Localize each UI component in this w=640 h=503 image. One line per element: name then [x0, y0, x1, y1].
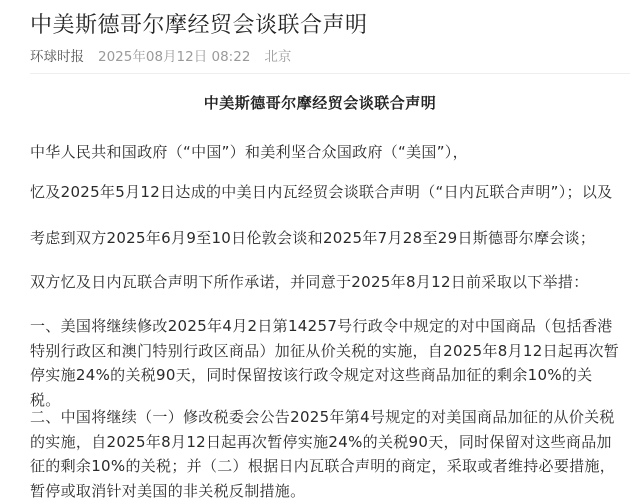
article-title: 中美斯德哥尔摩经贸会谈联合声明 [30, 13, 368, 38]
statement-paragraph: 忆及2025年5月12日达成的中美日内瓦经贸会谈联合声明（“日内瓦联合声明”）；以及 [30, 183, 613, 201]
header-divider [30, 73, 630, 74]
statement-paragraph: 中华人民共和国政府（“中国”）和美利坚合众国政府（“美国”）， [30, 143, 468, 161]
statement-paragraph: 考虑到双方2025年6月9至10日伦敦会谈和2025年7月28至29日斯德哥尔摩会谈； [30, 229, 596, 247]
article-source[interactable]: 环球时报 [30, 49, 84, 65]
article-location: 北京 [264, 49, 292, 65]
statement-paragraph: 一、美国将继续修改2025年4月2日第14257号行政令中规定的对中国商品（包括香港特别行政区和澳门特别行政区商品）加征从价关税的实施，自2025年8月12日起再次暂停实施24%的关税90天，同时保留按该行政令规定对这些商品加征的剩余10%的关税。 [30, 317, 620, 409]
article-meta [30, 47, 291, 67]
statement-paragraph: 二、中国将继续（一）修改税委会公告2025年第4号规定的对美国商品加征的从价关税的实施，自2025年8月12日起再次暂停实施24%的关税90天，同时保留对这些商品加征的剩余10%的关税；并（二）根据日内瓦联合声明的商定，采取或者维持必要措施，暂停或取消针对美国的非关税反制措施。 [30, 408, 616, 500]
statement-paragraph: 双方忆及日内瓦联合声明下所作承诺，并同意于2025年8月12日前采取以下举措： [30, 273, 589, 291]
statement-heading: 中美斯德哥尔摩经贸会谈联合声明 [203, 94, 437, 112]
article-time: 2025年08月12日 08:22 [98, 49, 251, 65]
